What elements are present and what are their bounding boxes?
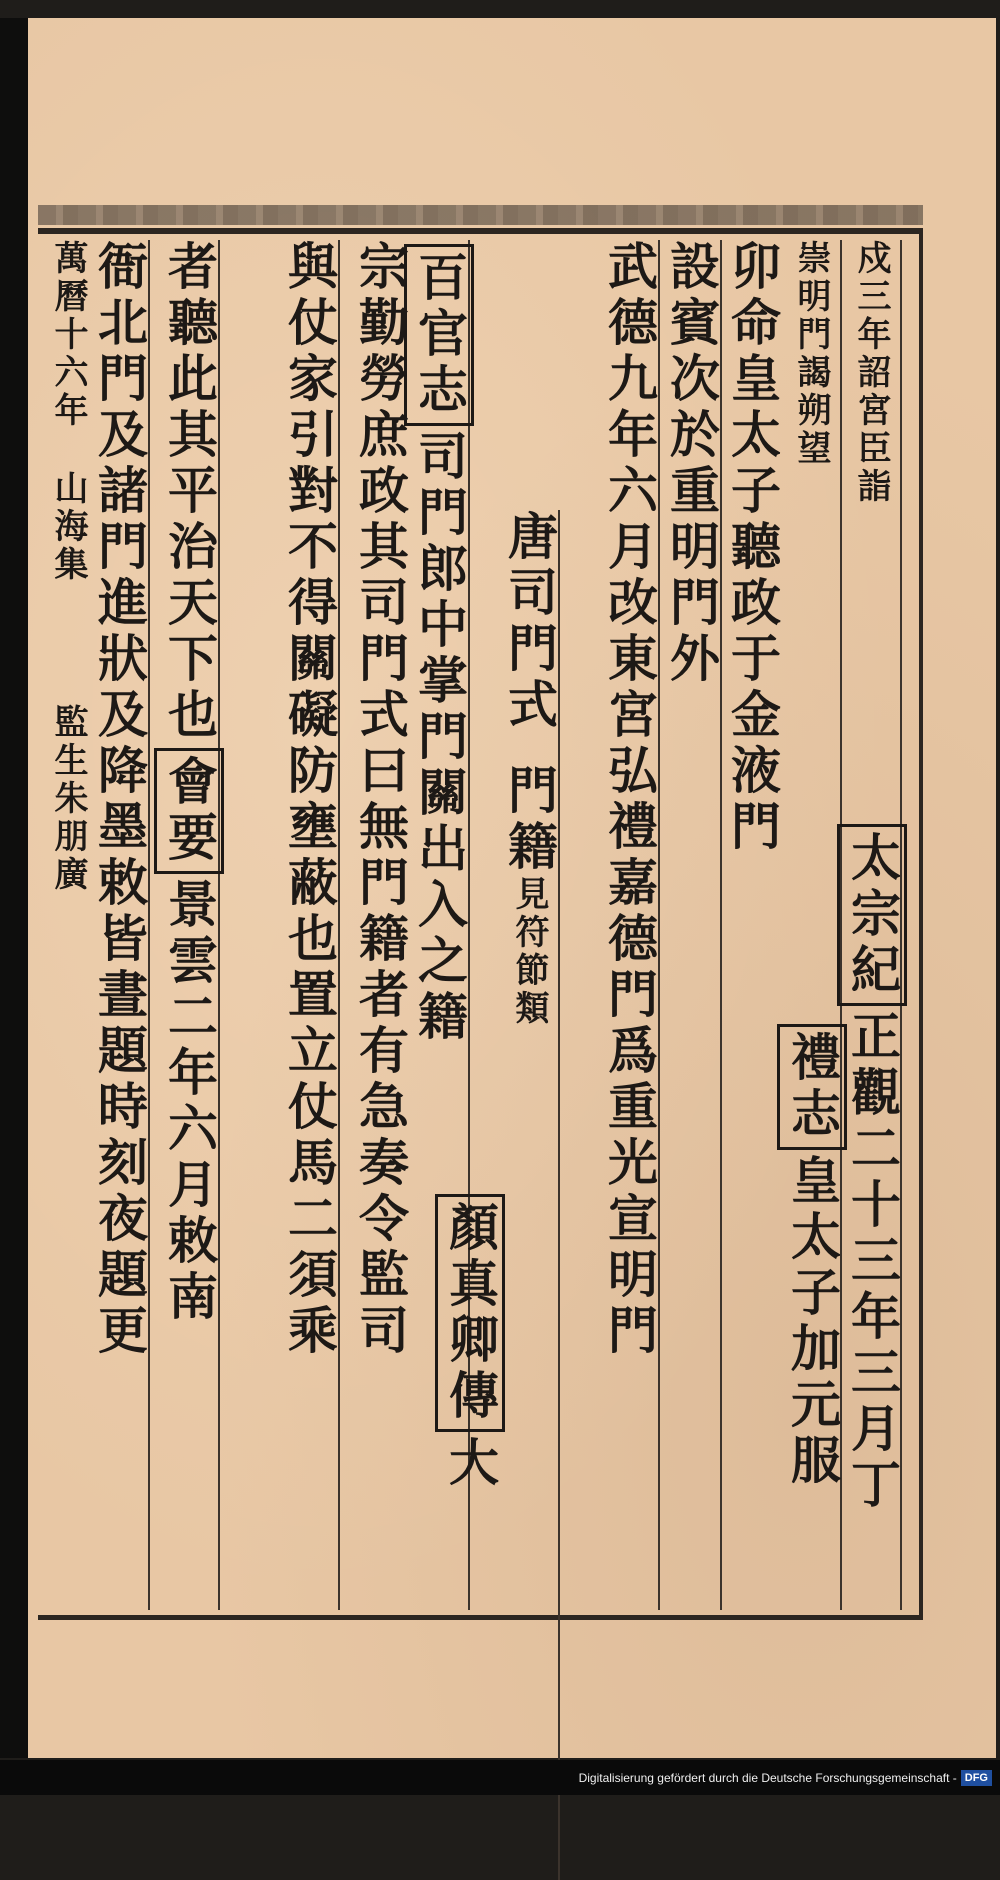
- column-3-text: 設賓次於重明門外: [662, 240, 721, 688]
- footer-text: Digitalisierung gefördert durch die Deutsche Forschungsgemeinschaft -: [578, 1770, 957, 1785]
- column-9-text: 宗勤勞庶政其司門式曰無門籍者有急奏令監司: [351, 240, 410, 1360]
- top-ink-border: [38, 205, 923, 225]
- margin-year: 萬曆十六年: [48, 240, 88, 430]
- margin-title: 山海集: [48, 470, 88, 584]
- text-column-7: [500, 510, 560, 1880]
- dfg-logo: DFG: [961, 1770, 992, 1786]
- text-column-2: [722, 240, 782, 1610]
- text-column-11: [160, 240, 220, 1610]
- column-8-tail: 大: [441, 1436, 500, 1492]
- label-yan-zhenqing-zhuan: 顏真卿傳: [435, 1194, 505, 1432]
- text-column-10: [280, 240, 340, 1610]
- column-4-text: 正觀二十三年三月丁: [843, 1010, 902, 1514]
- text-column-4: [842, 820, 902, 1600]
- text-column-12: [90, 240, 150, 1610]
- text-column-5: [782, 1020, 842, 1600]
- text-column-3: [662, 240, 722, 1610]
- margin-printer: 監生朱朋廣: [48, 704, 88, 894]
- text-column-8b: [440, 1190, 500, 1610]
- label-taizong-ji: 太宗紀: [837, 824, 907, 1006]
- column-11-tail: 景雲二年六月敕南: [160, 878, 219, 1326]
- label-hui-yao: 會要: [154, 748, 224, 874]
- column-7-heading: 唐司門式: [500, 510, 559, 734]
- column-1-line-a: 戍三年詔宮臣詣: [851, 240, 891, 506]
- column-12-text: 衙北門及諸門進狀及降墨敕皆晝題時刻夜題更: [90, 240, 149, 1360]
- column-10-text: 與仗家引對不得關礙防壅蔽也置立仗馬二須乘: [280, 240, 339, 1360]
- label-baiguan-zhi: 百官志: [404, 244, 474, 426]
- column-6-text: 武德九年六月改東宮弘禮嘉德門爲重光宣明門: [600, 240, 659, 1360]
- column-7-note: 見符節類: [509, 876, 549, 1028]
- column-11-text: 者聽此其平治天下也: [160, 240, 219, 744]
- column-8-text: 司門郎中掌門關出入之籍: [410, 430, 469, 1046]
- column-1-line-b: 崇明門謁朔望: [791, 240, 831, 468]
- text-column-6: [600, 240, 660, 1610]
- column-7-mid: 門籍: [500, 764, 559, 876]
- label-li-zhi: 禮志: [777, 1024, 847, 1150]
- column-2-text: 卯命皇太子聽政于金液門: [723, 240, 782, 856]
- text-column-13-margin: [38, 240, 98, 1610]
- column-5-text: 皇太子加元服: [783, 1154, 842, 1490]
- digitization-footer: [0, 1760, 1000, 1795]
- text-column-9: [350, 240, 410, 1610]
